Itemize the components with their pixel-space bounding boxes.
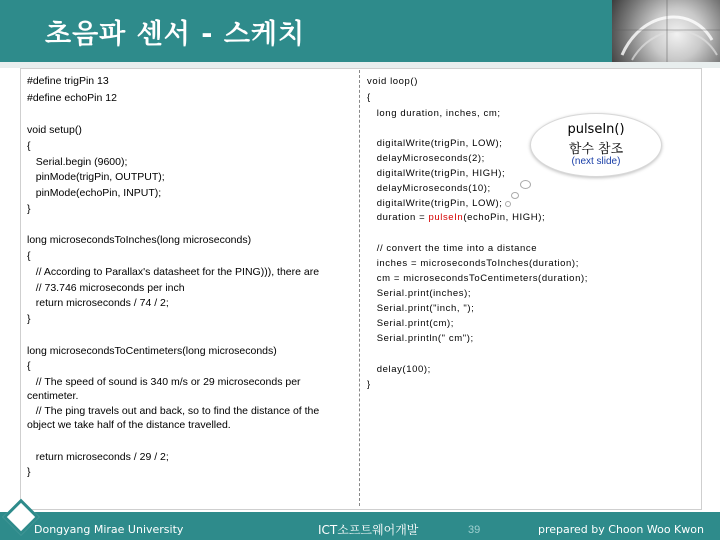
code-line: digitalWrite(trigPin, HIGH); [367,168,506,179]
callout-dot [505,201,511,207]
pulsein-args: (echoPin, HIGH); [463,212,546,223]
callout-subtitle: 함수 참조 [568,142,624,157]
code-line: { [27,140,31,152]
code-line: delayMicroseconds(2); [367,153,485,164]
footer-university: Dongyang Mirae University [34,523,184,536]
code-line: return microseconds / 29 / 2; [27,451,169,463]
code-line: // The speed of sound is 340 m/s or 29 microseconds per [27,376,301,388]
code-line-pulsein [367,212,545,223]
code-line: digitalWrite(trigPin, LOW); [367,138,503,149]
code-line: } [27,203,31,215]
code-line: // 73.746 microseconds per inch [27,282,185,294]
code-line: } [27,313,31,325]
column-divider [359,70,360,506]
code-line: long microsecondsToCentimeters(long microseconds) [27,345,277,357]
code-line: } [27,466,31,478]
code-line: { [27,250,31,262]
code-line: Serial.print("inch, "); [367,303,475,314]
code-line: long microsecondsToInches(long microseconds) [27,234,252,246]
code-line: cm = microsecondsToCentimeters(duration); [367,273,588,284]
code-line: inches = microsecondsToInches(duration); [367,258,579,269]
slide-title: 초음파 센서 - 스케치 [45,19,306,50]
code-line: { [27,360,31,372]
code-line: digitalWrite(trigPin, LOW); [367,198,503,209]
pulsein-call-highlight: pulseIn [428,212,464,223]
code-line: void setup() [27,124,82,136]
code-line: delay(100); [367,364,431,375]
duration-assignment: duration = [367,212,429,223]
code-line: #define echoPin 12 [27,92,117,104]
code-line: long duration, inches, cm; [367,108,501,119]
code-line: // According to Parallax's datasheet for the PING))), there are [27,266,320,278]
decorative-swirl-image [612,0,720,62]
callout-note: (next slide) [571,156,621,167]
pulsein-callout [530,113,662,177]
code-line: void loop() [367,76,418,87]
callout-dot [511,192,519,199]
code-line: pinMode(trigPin, OUTPUT); [27,171,165,183]
footer-course: ICT소프트웨어개발 [318,523,419,537]
callout-dot [520,180,531,189]
code-line: // convert the time into a distance [367,243,538,254]
swirl-icon [612,0,720,62]
code-line: Serial.println(" cm"); [367,333,474,344]
code-line: } [367,379,371,390]
code-line: centimeter. [27,390,79,402]
code-line: delayMicroseconds(10); [367,183,491,194]
code-line: pinMode(echoPin, INPUT); [27,187,162,199]
code-line: object we take half of the distance travelled. [27,419,231,431]
page-number: 39 [468,524,481,536]
code-line: { [367,92,371,103]
code-line: #define trigPin 13 [27,75,109,87]
code-line: Serial.print(cm); [367,318,454,329]
code-line: // The ping travels out and back, so to find the distance of the [27,405,320,417]
code-line: Serial.begin (9600); [27,156,128,168]
callout-title: pulseIn() [567,122,625,137]
footer-author: prepared by Choon Woo Kwon [538,523,704,536]
code-line: return microseconds / 74 / 2; [27,297,169,309]
code-line: Serial.print(inches); [367,288,472,299]
